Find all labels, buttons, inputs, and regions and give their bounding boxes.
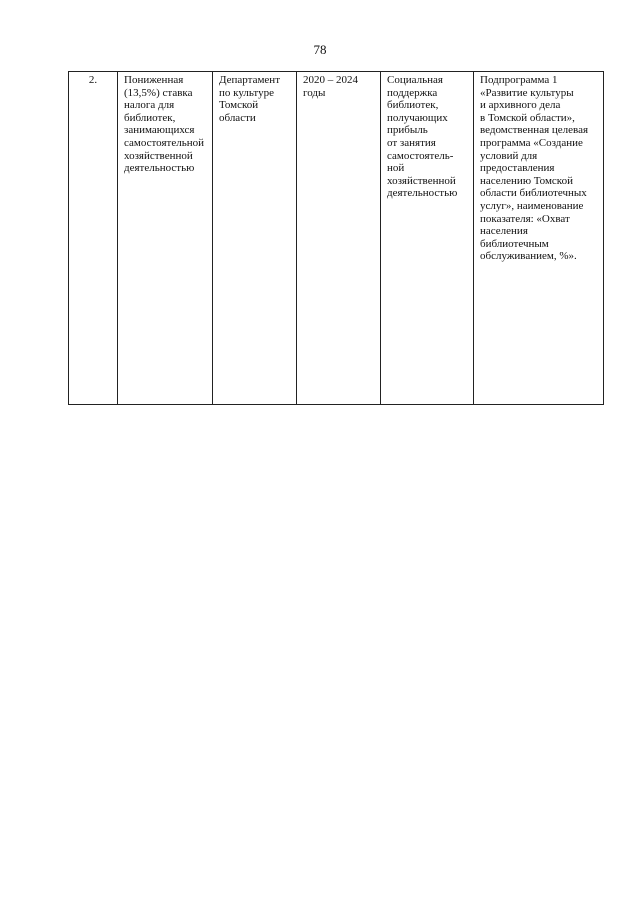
department-text: Департамент по культуре Томской области <box>219 74 281 124</box>
program-text: Подпрограмма 1 «Развитие культуры и архивного дела в Томской области», ведомственная целевая программа «Создание условий для предоставления населению Томской области библиотечных услуг», наименование показателя: «Охват населения библиотечным обслуживанием, %». <box>480 74 589 263</box>
table-row <box>69 72 604 405</box>
benefit-cell <box>118 72 213 405</box>
page-number: 78 <box>313 42 327 57</box>
period-text: 2020 – 2024 годы <box>303 74 358 99</box>
row-number-cell <box>69 72 118 405</box>
tax-benefit-table <box>68 71 604 405</box>
benefit-text: Пониженная (13,5%) ставка налога для библиотек, занимающихся самостоятельной хозяйственной деятельностью <box>124 74 204 175</box>
row-number: 2. <box>88 74 98 86</box>
program-cell <box>474 72 604 405</box>
purpose-text: Социальная поддержка библиотек, получающих прибыль от занятия самостоятель- ной хозяйственной деятельностью <box>387 74 458 200</box>
department-cell <box>213 72 297 405</box>
purpose-cell <box>381 72 474 405</box>
period-cell <box>297 72 381 405</box>
